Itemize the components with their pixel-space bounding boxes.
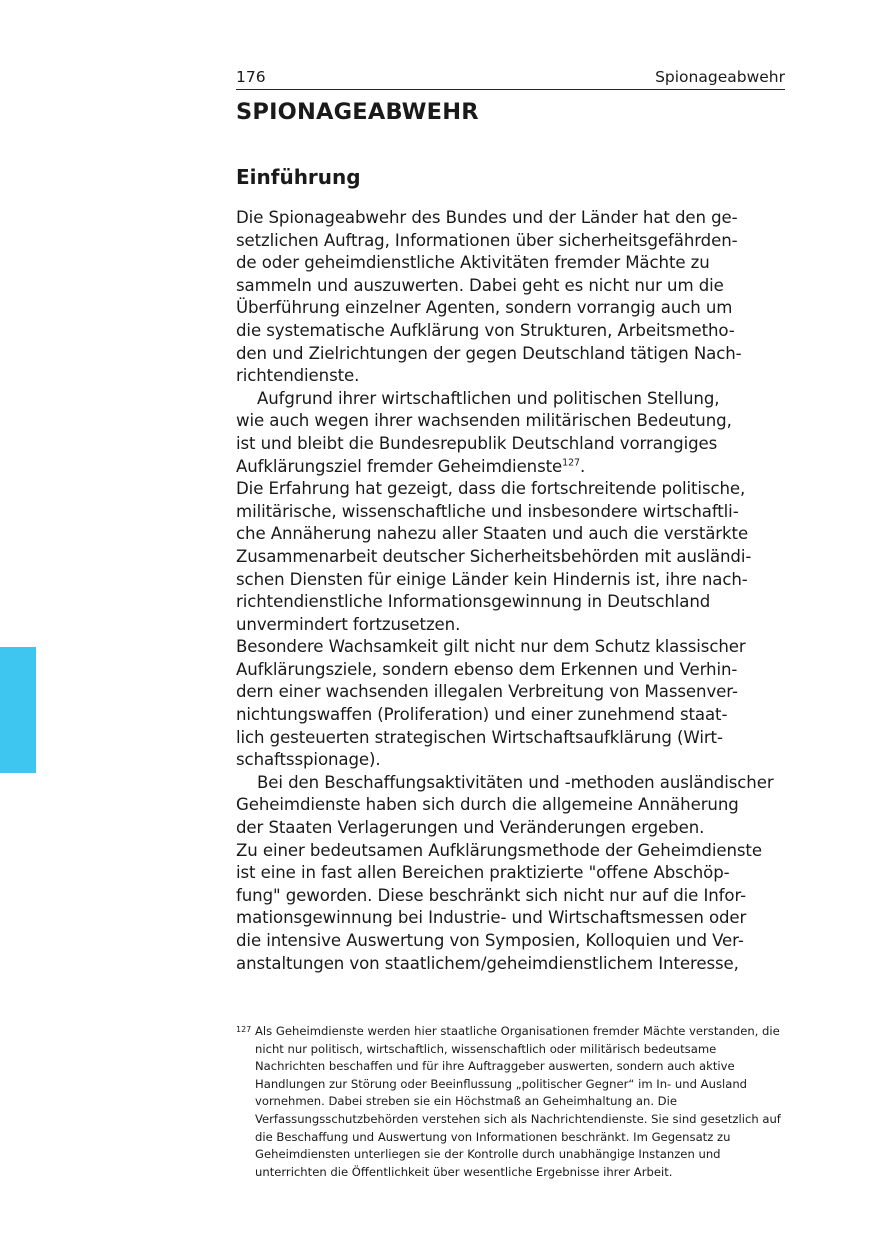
chapter-color-tab — [0, 647, 36, 773]
footnote-text: Als Geheimdienste werden hier staatliche Organisationen fremder Mächte verstanden, die nicht nur politisch, wirtschaftlich, wissenschaftlich oder militärisch bedeutsame Nachrichten beschaffen und für ihre Auftraggeber auswerten, sondern auch aktive Handlungen zur Störung oder Beeinflussung „politischer Gegner“ im In- und Ausland vornehmen. Dabei streben sie ein Höchstmaß an Geheimhaltung an. Die Verfassungsschutzbehörden verstehen sich als Nachrichtendienste. Sie sind gesetzlich auf die Beschaffung und Auswertung von Informationen beschränkt. Im Gegensatz zu Geheimdiensten unterliegen sie der Kontrolle durch unabhängige Instanzen und unterrichten die Öffentlichkeit über wesentliche Ergebnisse ihrer Arbeit. — [255, 1024, 781, 1179]
footnote — [236, 1023, 785, 1181]
footnote-number: 127 — [236, 1025, 252, 1034]
text-line: nichtungswaffen (Proliferation) und einer zunehmend staat- — [236, 705, 728, 725]
text-line: anstaltungen von staatlichem/geheimdienstlichem Interesse, — [236, 953, 739, 973]
paragraph-6 — [236, 840, 785, 976]
paragraph-5 — [236, 772, 785, 840]
text-line: unvermindert fortzusetzen. — [236, 614, 461, 634]
text-line: die intensive Auswertung von Symposien, Kolloquien und Ver- — [236, 931, 744, 950]
text-line-with-footnote — [236, 456, 785, 479]
text-segment: . — [580, 456, 586, 476]
text-line: richtendienstliche Informationsgewinnung in Deutschland — [236, 592, 711, 612]
text-line: Bei den Beschaffungsaktivitäten und -methoden ausländischer — [257, 772, 774, 792]
paragraph-3 — [236, 478, 785, 636]
text-line: Aufklärungsziele, sondern ebenso dem Erkennen und Verhin- — [236, 659, 738, 679]
text-line: den und Zielrichtungen der gegen Deutschland tätigen Nach- — [236, 343, 742, 363]
text-line: mationsgewinnung bei Industrie- und Wirtschaftsmessen oder — [236, 908, 747, 928]
footnote-reference[interactable]: 127 — [562, 457, 581, 468]
text-line: die systematische Aufklärung von Strukturen, Arbeitsmetho- — [236, 320, 735, 340]
text-line: richtendienste. — [236, 366, 360, 386]
section-title: Einführung — [236, 165, 361, 189]
text-line: Zusammenarbeit deutscher Sicherheitsbehörden mit ausländi- — [236, 546, 752, 566]
text-line: dern einer wachsenden illegalen Verbreitung von Massenver- — [236, 682, 738, 702]
running-title: Spionageabwehr — [655, 68, 785, 86]
text-line: wie auch wegen ihrer wachsenden militärischen Bedeutung, — [236, 411, 732, 431]
paragraph-4 — [236, 636, 785, 772]
text-line: Besondere Wachsamkeit gilt nicht nur dem Schutz klassischer — [236, 637, 746, 657]
text-line: Die Spionageabwehr des Bundes und der Länder hat den ge- — [236, 208, 738, 227]
running-header — [236, 64, 785, 90]
chapter-title: SPIONAGEABWEHR — [236, 99, 479, 125]
text-line: Überführung einzelner Agenten, sondern vorrangig auch um — [236, 298, 733, 318]
text-line: ist und bleibt die Bundesrepublik Deutschland vorrangiges — [236, 433, 718, 453]
text-line: che Annäherung nahezu aller Staaten und auch die verstärkte — [236, 524, 749, 544]
paragraph-2 — [236, 388, 785, 478]
text-line: schen Diensten für einige Länder kein Hindernis ist, ihre nach- — [236, 569, 748, 589]
text-line: militärische, wissenschaftliche und insbesondere wirtschaftli- — [236, 501, 739, 521]
text-line: ist eine in fast allen Bereichen praktizierte "offene Abschöp- — [236, 863, 730, 883]
paragraph-1 — [236, 207, 785, 388]
text-line: setzlichen Auftrag, Informationen über sicherheitsgefährden- — [236, 230, 738, 250]
body-text — [236, 207, 785, 975]
text-line: de oder geheimdienstliche Aktivitäten fremder Mächte zu — [236, 253, 710, 273]
text-line: der Staaten Verlagerungen und Veränderungen ergeben. — [236, 818, 705, 838]
text-line: schaftsspionage). — [236, 750, 381, 770]
page-number: 176 — [236, 68, 266, 86]
text-line: sammeln und auszuwerten. Dabei geht es nicht nur um die — [236, 275, 724, 295]
text-line: Zu einer bedeutsamen Aufklärungsmethode der Geheimdienste — [236, 840, 762, 860]
text-line: Die Erfahrung hat gezeigt, dass die fortschreitende politische, — [236, 479, 746, 499]
text-line: Geheimdienste haben sich durch die allgemeine Annäherung — [236, 795, 739, 815]
text-line: lich gesteuerten strategischen Wirtschaftsaufklärung (Wirt- — [236, 727, 723, 747]
text-line: fung" geworden. Diese beschränkt sich nicht nur auf die Infor- — [236, 885, 747, 905]
text-segment: Aufklärungsziel fremder Geheimdienste — [236, 456, 563, 476]
text-line: Aufgrund ihrer wirtschaftlichen und politischen Stellung, — [257, 388, 720, 408]
